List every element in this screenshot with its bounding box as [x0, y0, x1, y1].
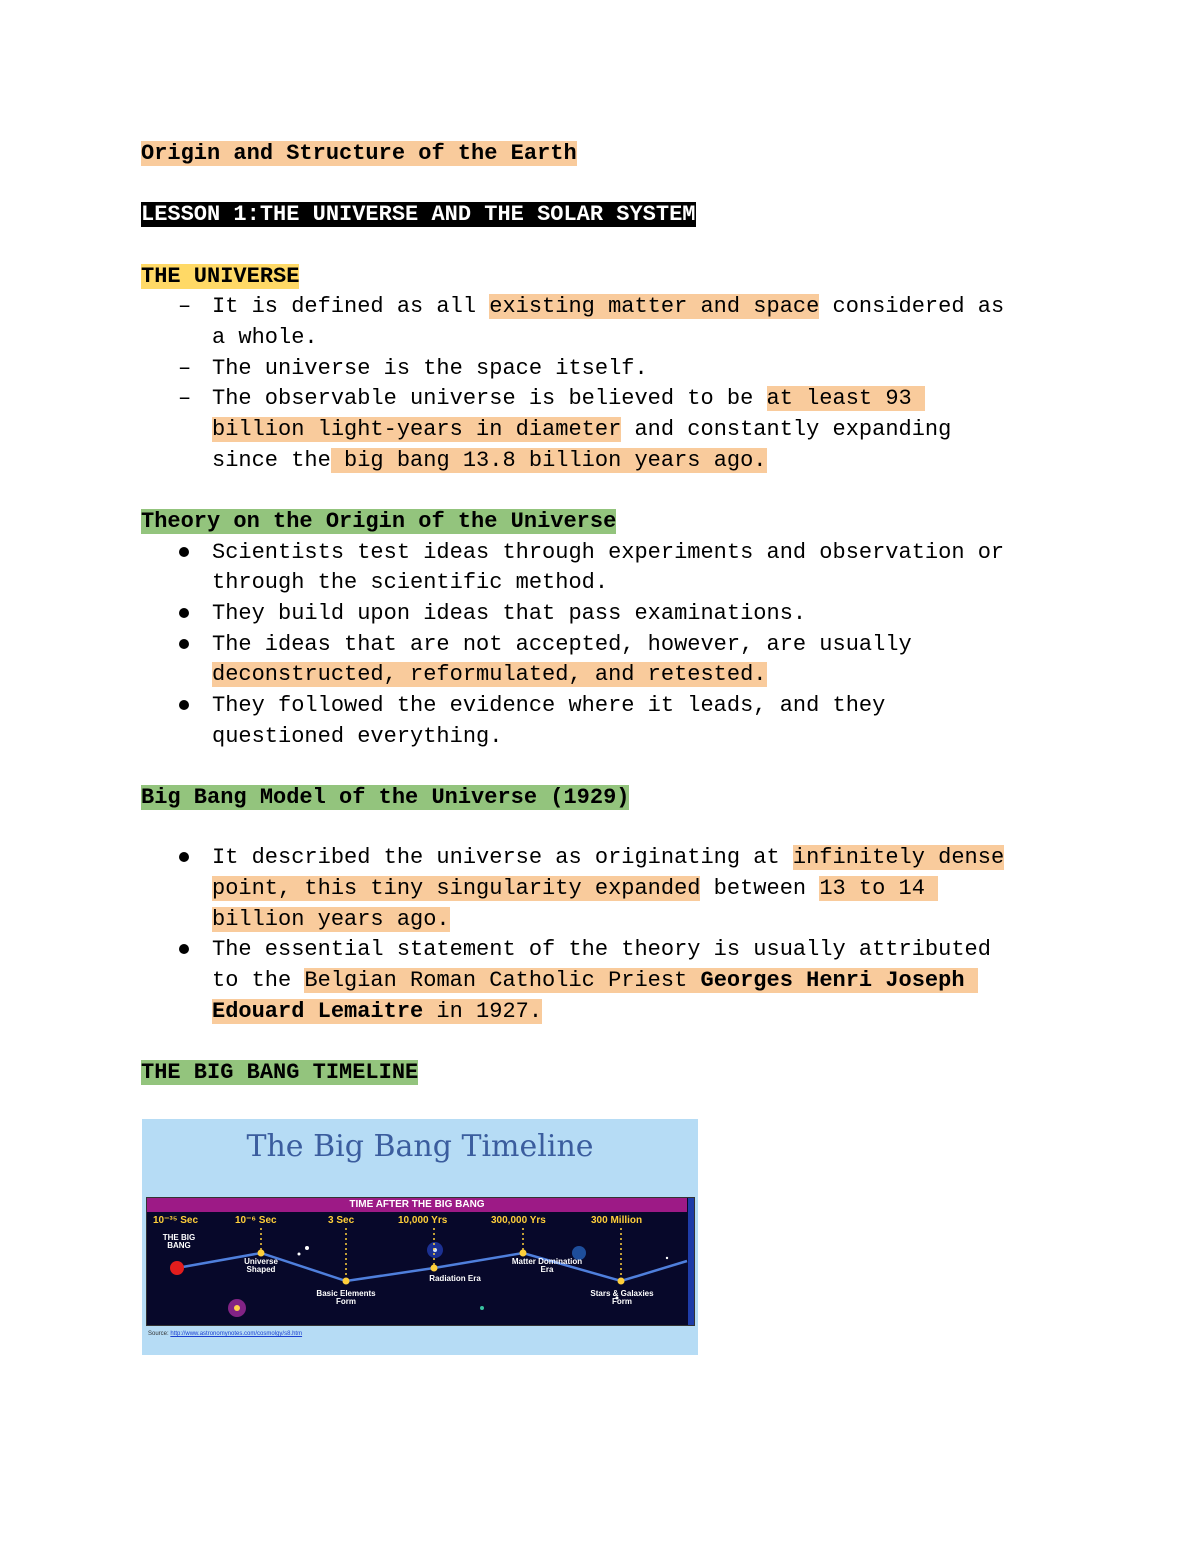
document-title: Origin and Structure of the Earth — [141, 141, 577, 166]
universe-item-2: The universe is the space itself. — [212, 356, 648, 381]
timeline-node — [618, 1278, 625, 1285]
timeline-node — [520, 1250, 527, 1257]
bullet-dot — [179, 608, 189, 618]
universe-item-1: It is defined as all existing matter and space considered as — [212, 294, 1005, 319]
bigbang-item-2-cont: to the Belgian Roman Catholic Priest Georges Henri Joseph — [212, 968, 978, 993]
universe-item-3: The observable universe is believed to be at least 93 — [212, 386, 925, 411]
credit-link[interactable]: http://www.astronomynotes.com/cosmolgy/s8.htm — [170, 1331, 303, 1337]
universe-item-3-cont: billion light-years in diameter and constantly expanding — [212, 417, 952, 442]
theory-item-3-cont: deconstructed, reformulated, and retested. — [212, 662, 767, 687]
figure-title: The Big Bang Timeline — [246, 1129, 594, 1164]
era-label: THE BIG BANG — [162, 1233, 196, 1250]
timeline-panel — [146, 1197, 695, 1326]
timeline-node — [343, 1278, 350, 1285]
universe-heading: THE UNIVERSE — [141, 264, 300, 289]
bullet-dot — [179, 944, 189, 954]
time-label: 300 Million — [591, 1215, 643, 1226]
timeline-node — [258, 1250, 265, 1257]
timeline-node — [431, 1265, 438, 1272]
time-label: 10,000 Yrs — [398, 1215, 448, 1226]
bigbang-item-2: The essential statement of the theory is usually attributed — [212, 937, 991, 962]
timeline-heading: THE BIG BANG TIMELINE — [141, 1060, 419, 1085]
theory-heading: Theory on the Origin of the Universe — [141, 509, 617, 534]
dash-bullet: – — [178, 356, 192, 381]
theory-item-4-cont: questioned everything. — [212, 724, 503, 749]
dash-bullet: – — [178, 386, 192, 411]
theory-item-4: They followed the evidence where it leads, and they — [212, 693, 886, 718]
bigbang-item-2-cont2: Edouard Lemaitre in 1927. — [212, 999, 543, 1024]
bigbang-item-1-cont2: billion years ago. — [212, 907, 450, 932]
time-label: 10⁻³⁵ Sec — [153, 1215, 198, 1226]
era-label: Radiation Era — [429, 1274, 481, 1283]
theory-item-3: The ideas that are not accepted, however, are usually — [212, 632, 912, 657]
universe-item-3-cont2: since the big bang 13.8 billion years ago. — [212, 448, 767, 473]
bullet-dot — [179, 700, 189, 710]
big-bang-marker — [170, 1261, 184, 1275]
big-bang-timeline-figure — [142, 1119, 698, 1355]
panel-edge — [688, 1198, 694, 1325]
era-label: Universe Shaped — [244, 1257, 278, 1274]
era-label: Basic Elements Form — [316, 1289, 376, 1306]
theory-item-1: Scientists test ideas through experiments and observation or — [212, 540, 1005, 565]
theory-item-1-cont: through the scientific method. — [212, 570, 609, 595]
bigbang-heading: Big Bang Model of the Universe (1929) — [141, 785, 630, 810]
era-label: Stars & Galaxies Form — [590, 1289, 654, 1306]
time-label: 10⁻⁶ Sec — [235, 1215, 277, 1226]
bigbang-item-1: It described the universe as originating at infinitely dense — [212, 845, 1005, 870]
era-label: Matter Domination Era — [511, 1257, 583, 1274]
figure-credit: Source: http://www.astronomynotes.com/cosmolgy/s8.htm — [148, 1331, 303, 1337]
time-after-label: TIME AFTER THE BIG BANG — [349, 1199, 485, 1210]
bullet-dot — [179, 547, 189, 557]
time-label: 300,000 Yrs — [491, 1215, 546, 1226]
bullet-dot — [179, 852, 189, 862]
bullet-dot — [179, 639, 189, 649]
dash-bullet: – — [178, 294, 192, 319]
lesson-heading: LESSON 1:THE UNIVERSE AND THE SOLAR SYSTEM — [141, 202, 696, 227]
universe-item-1-cont: a whole. — [212, 325, 318, 350]
theory-item-2: They build upon ideas that pass examinations. — [212, 601, 807, 626]
time-after-bar — [147, 1198, 687, 1212]
time-label: 3 Sec — [328, 1215, 355, 1226]
bigbang-item-1-cont: point, this tiny singularity expanded between 13 to 14 — [212, 876, 939, 901]
